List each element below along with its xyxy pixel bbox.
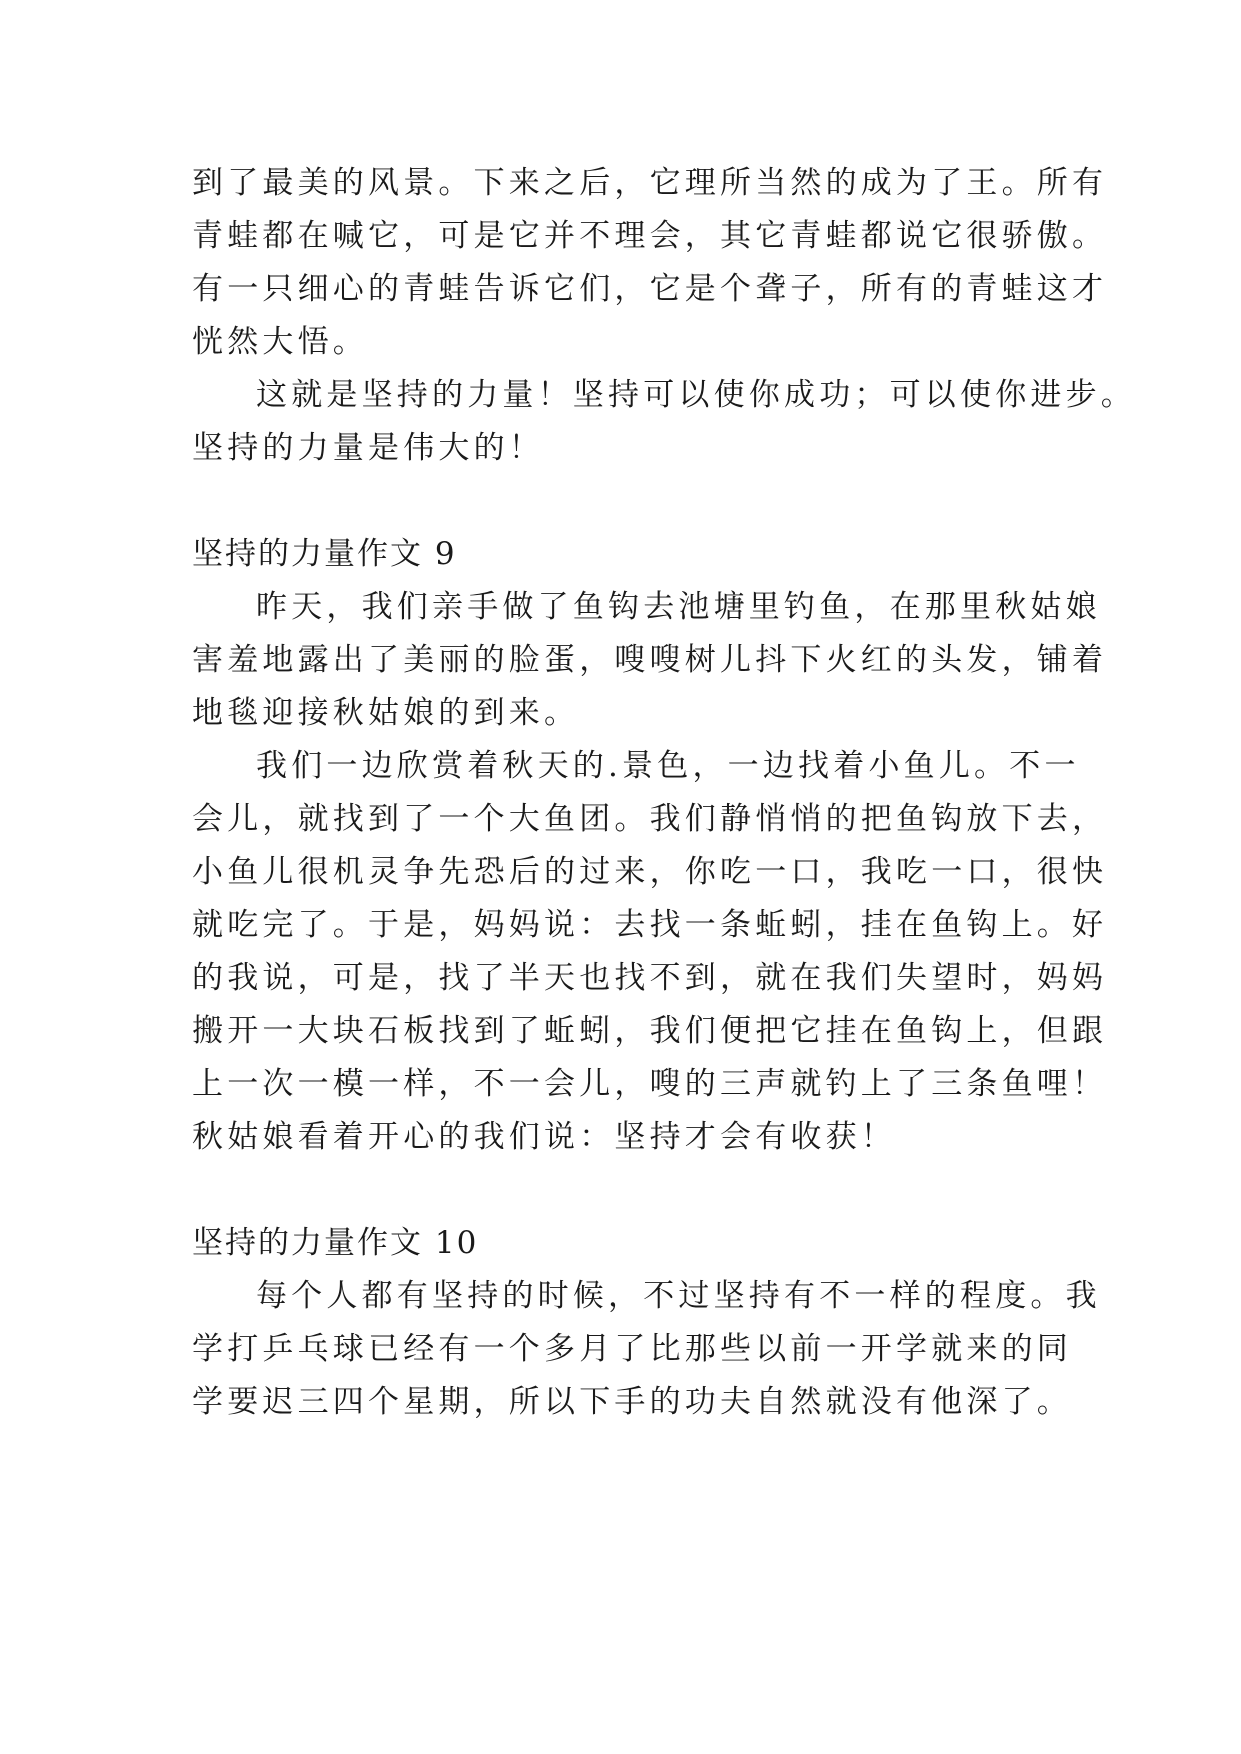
paragraph-line: 每个人都有坚持的时候，不过坚持有不一样的程度。我 bbox=[256, 1278, 1101, 1314]
paragraph-line: 就吃完了。于是，妈妈说：去找一条蚯蚓，挂在鱼钩上。好 bbox=[192, 907, 1108, 943]
paragraph-line: 昨天，我们亲手做了鱼钩去池塘里钓鱼，在那里秋姑娘 bbox=[256, 589, 1101, 625]
paragraph-line: 会儿，就找到了一个大鱼团。我们静悄悄的把鱼钩放下去， bbox=[192, 801, 1108, 837]
paragraph-line: 青蛙都在喊它，可是它并不理会，其它青蛙都说它很骄傲。 bbox=[192, 218, 1108, 254]
paragraph-line: 恍然大悟。 bbox=[192, 324, 368, 360]
paragraph-line: 秋姑娘看着开心的我们说：坚持才会有收获！ bbox=[192, 1119, 896, 1155]
paragraph-line: 坚持的力量是伟大的！ bbox=[192, 430, 544, 466]
section-heading: 坚持的力量作文 10 bbox=[192, 1225, 479, 1261]
paragraph-line: 搬开一大块石板找到了蚯蚓，我们便把它挂在鱼钩上，但跟 bbox=[192, 1013, 1108, 1049]
paragraph-line: 学要迟三四个星期，所以下手的功夫自然就没有他深了。 bbox=[192, 1384, 1072, 1420]
section-heading: 坚持的力量作文 9 bbox=[192, 536, 457, 572]
paragraph-line: 到了最美的风景。下来之后，它理所当然的成为了王。所有 bbox=[192, 165, 1108, 201]
paragraph-line: 小鱼儿很机灵争先恐后的过来，你吃一口，我吃一口，很快 bbox=[192, 854, 1108, 890]
paragraph-line: 的我说，可是，找了半天也找不到，就在我们失望时，妈妈 bbox=[192, 960, 1108, 996]
paragraph-line: 学打乒乓球已经有一个多月了比那些以前一开学就来的同 bbox=[192, 1331, 1072, 1367]
paragraph-line: 这就是坚持的力量！坚持可以使你成功；可以使你进步。 bbox=[256, 377, 1136, 413]
paragraph-line: 有一只细心的青蛙告诉它们，它是个聋子，所有的青蛙这才 bbox=[192, 271, 1108, 307]
paragraph-line: 地毯迎接秋姑娘的到来。 bbox=[192, 695, 580, 731]
paragraph-line: 上一次一模一样，不一会儿，嗖的三声就钓上了三条鱼哩！ bbox=[192, 1066, 1108, 1102]
paragraph-line: 害羞地露出了美丽的脸蛋，嗖嗖树儿抖下火红的头发，铺着 bbox=[192, 642, 1108, 678]
paragraph-line: 我们一边欣赏着秋天的.景色，一边找着小鱼儿。不一 bbox=[256, 748, 1080, 784]
